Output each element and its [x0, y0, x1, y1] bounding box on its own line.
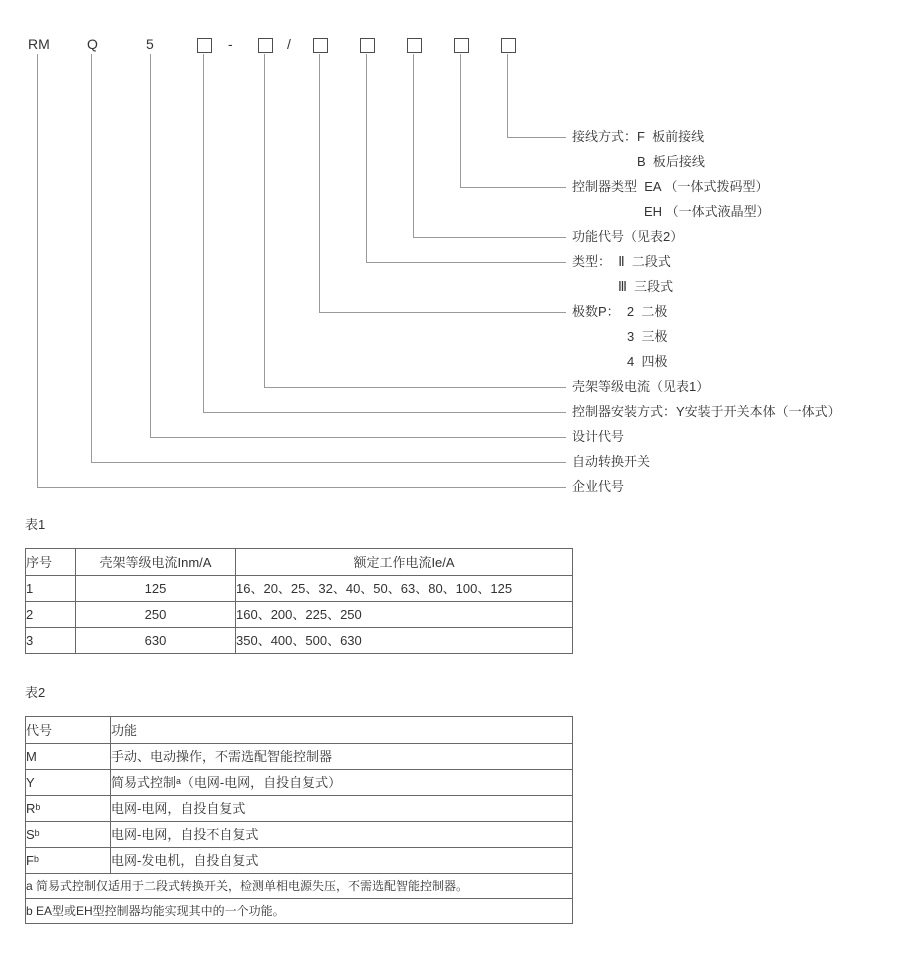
- label-type-two-stage: 类型： Ⅱ 二段式: [572, 254, 671, 269]
- table-row: [26, 549, 573, 576]
- table-row: [26, 770, 573, 796]
- model-code-box-type: [360, 38, 375, 53]
- label-poles-4: 4 四极: [627, 354, 668, 369]
- table2-header-code: 代号: [26, 717, 111, 744]
- table1-cell: 2: [26, 602, 76, 628]
- table2-caption: 表2: [25, 685, 46, 700]
- table2-cell: 电网-电网，自投自复式: [111, 796, 573, 822]
- model-code-prefix: RM: [28, 36, 50, 52]
- label-function-code: 功能代号（见表2）: [572, 229, 684, 244]
- table1-cell: 630: [76, 628, 236, 654]
- table-row: [26, 899, 573, 924]
- model-code-box-controller-mount: [197, 38, 212, 53]
- table2-cell: Rᵇ: [26, 796, 111, 822]
- table-row: [26, 848, 573, 874]
- table2-footnote-b: b EA型或EH型控制器均能实现其中的一个功能。: [26, 899, 573, 924]
- model-code-dash: -: [228, 36, 233, 52]
- table2-cell: Sᵇ: [26, 822, 111, 848]
- model-code-box-controller-type: [454, 38, 469, 53]
- table1-cell: 250: [76, 602, 236, 628]
- label-enterprise-code: 企业代号: [572, 479, 625, 494]
- table-function-codes: [25, 716, 573, 924]
- label-frame-current: 壳架等级电流（见表1）: [572, 379, 710, 394]
- label-wiring-method: 接线方式：F 板前接线: [572, 129, 705, 144]
- table2-cell: 简易式控制ᵃ（电网-电网，自投自复式）: [111, 770, 573, 796]
- table2-cell: Y: [26, 770, 111, 796]
- label-poles-3: 3 三极: [627, 329, 668, 344]
- table-row: [26, 744, 573, 770]
- table-row: [26, 796, 573, 822]
- label-auto-transfer-switch: 自动转换开关: [572, 454, 651, 469]
- label-design-code: 设计代号: [572, 429, 625, 444]
- table2-cell: 电网-电网，自投不自复式: [111, 822, 573, 848]
- table2-footnote-a: a 简易式控制仅适用于二段式转换开关，检测单相电源失压，不需选配智能控制器。: [26, 874, 573, 899]
- model-code-design-number: 5: [146, 36, 154, 52]
- label-type-three-stage: Ⅲ 三段式: [618, 279, 674, 294]
- model-code-switch-letter: Q: [87, 36, 98, 52]
- table1-header-rated-current: 额定工作电流Ie/A: [236, 549, 573, 576]
- table1-cell: 125: [76, 576, 236, 602]
- label-wiring-method-b: B 板后接线: [637, 154, 705, 169]
- label-controller-type-eh: EH （一体式液晶型）: [644, 204, 770, 219]
- table2-cell: Fᵇ: [26, 848, 111, 874]
- table2-cell: 手动、电动操作，不需选配智能控制器: [111, 744, 573, 770]
- label-controller-mount: 控制器安装方式：Y安装于开关本体（一体式）: [572, 404, 841, 419]
- table-row: [26, 628, 573, 654]
- model-code-box-wiring: [501, 38, 516, 53]
- table2-cell: M: [26, 744, 111, 770]
- table2-cell: 电网-发电机，自投自复式: [111, 848, 573, 874]
- table1-cell: 16、20、25、32、40、50、63、80、100、125: [236, 576, 573, 602]
- table1-cell: 160、200、225、250: [236, 602, 573, 628]
- label-poles-2: 极数P： 2 二极: [572, 304, 668, 319]
- table-row: [26, 822, 573, 848]
- label-controller-type: 控制器类型 EA （一体式拨码型）: [572, 179, 769, 194]
- model-code-slash: /: [287, 36, 291, 52]
- model-code-box-poles: [313, 38, 328, 53]
- connector-line-enterprise-code: [37, 54, 566, 488]
- table-row: [26, 576, 573, 602]
- model-code-box-function: [407, 38, 422, 53]
- table1-cell: 1: [26, 576, 76, 602]
- table-row: [26, 717, 573, 744]
- table-row: [26, 874, 573, 899]
- table1-header-frame-current: 壳架等级电流Inm/A: [76, 549, 236, 576]
- table1-cell: 3: [26, 628, 76, 654]
- table2-header-function: 功能: [111, 717, 573, 744]
- table1-cell: 350、400、500、630: [236, 628, 573, 654]
- table-row: [26, 602, 573, 628]
- table1-header-index: 序号: [26, 549, 76, 576]
- table-frame-current: [25, 548, 573, 654]
- model-code-box-frame-current: [258, 38, 273, 53]
- table1-caption: 表1: [25, 517, 46, 532]
